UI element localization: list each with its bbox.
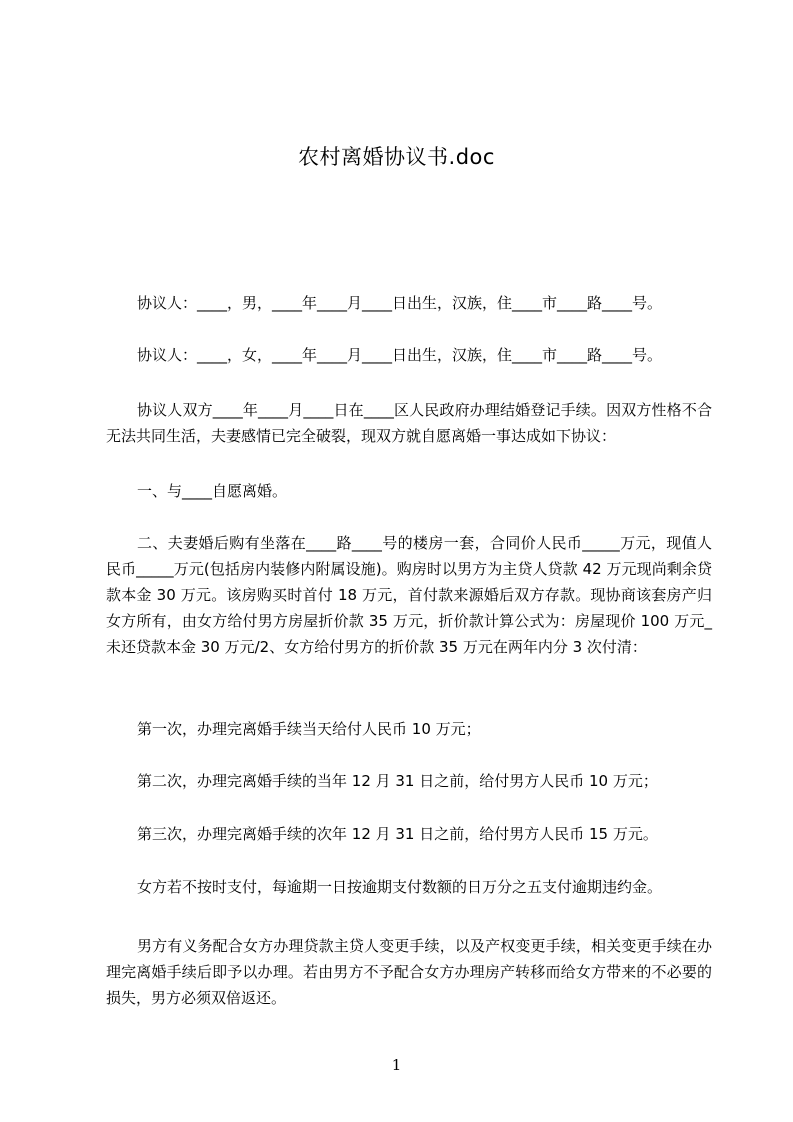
page-number: 1 [391,1056,402,1074]
paragraph-clause-2: 二、夫妻婚后购有坐落在____路____号的楼房一套，合同价人民币_____万元，现值人民币_____万元(包括房内装修内附属设施)。购房时以男方为主贷人贷款 42 万元现尚剩余贷款本金 30 万元。该房购买时首付 18 万元，首付款来源婚后双方存款。现协商该套房产归女方所有，由女方给付男方房屋折价款 35 万元，折价款计算公式为：房屋现价 100 万元_未还贷款本金 30 万元/2、女方给付男方的折价款 35 万元在两年内分 3 次付清： [106,534,712,656]
paragraph-party-male: 协议人：____，男，____年____月____日出生，汉族，住____市____路____号。 [137,294,663,312]
paragraph-clause-1: 一、与____自愿离婚。 [137,482,288,500]
paragraph-payment-2: 第二次，办理完离婚手续的当年 12 月 31 日之前，给付男方人民币 10 万元； [137,772,658,790]
paragraph-payment-3: 第三次，办理完离婚手续的次年 12 月 31 日之前，给付男方人民币 15 万元。 [137,825,658,843]
document-title: 农村离婚协议书.doc [298,145,495,169]
paragraph-party-female: 协议人：____，女，____年____月____日出生，汉族，住____市____路____号。 [137,346,663,364]
paragraph-marriage-registration: 协议人双方____年____月____日在____区人民政府办理结婚登记手续。因双方性格不合无法共同生活，夫妻感情已完全破裂，现双方就自愿离婚一事达成如下协议： [106,401,712,445]
paragraph-payment-1: 第一次，办理完离婚手续当天给付人民币 10 万元； [137,720,481,738]
paragraph-late-penalty: 女方若不按时支付，每逾期一日按逾期支付数额的日万分之五支付逾期违约金。 [137,878,663,896]
paragraph-loan-transfer: 男方有义务配合女方办理贷款主贷人变更手续，以及产权变更手续，相关变更手续在办理完离婚手续后即予以办理。若由男方不予配合女方办理房产转移而给女方带来的不必要的损失，男方必须双倍返还。 [106,937,712,1007]
